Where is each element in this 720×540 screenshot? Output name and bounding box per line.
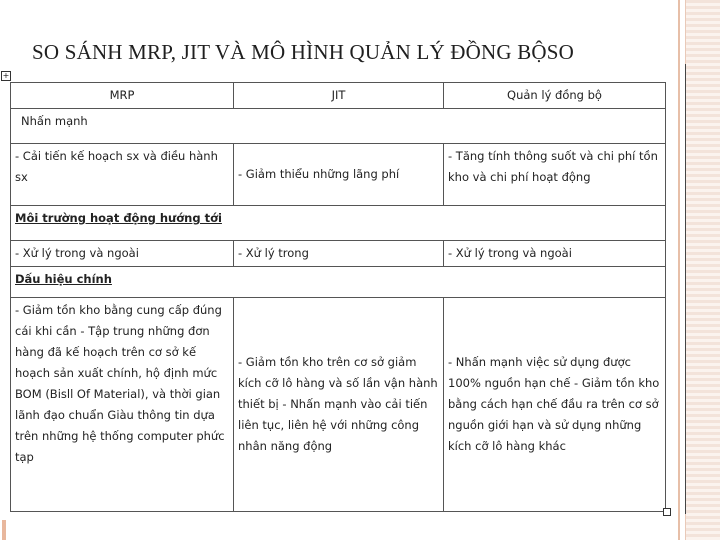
cell-jit-signs: - Giảm tồn kho trên cơ sở giảm kích cỡ lô hàng và số lần vận hành thiết bị - Nhấn mạnh vào cải tiến liên tục, liên hệ với những công nhân năng động	[234, 298, 444, 512]
cell-mrp-environment: - Xử lý trong và ngoài	[11, 241, 234, 267]
section-label-signs: Dấu hiệu chính	[11, 267, 666, 298]
table-row	[11, 241, 666, 267]
header-jit: JIT	[234, 83, 444, 109]
decorative-left-bar	[2, 520, 6, 540]
section-row-environment	[11, 206, 666, 241]
cell-mrp-emphasis: - Cải tiến kế hoạch sx và điều hành sx	[11, 144, 234, 206]
table-header-row	[11, 83, 666, 109]
section-row-emphasis	[11, 109, 666, 144]
cell-sync-environment: - Xử lý trong và ngoài	[444, 241, 666, 267]
comparison-table	[10, 82, 666, 512]
cell-jit-emphasis: - Giảm thiểu những lãng phí	[234, 144, 444, 206]
cell-jit-environment: - Xử lý trong	[234, 241, 444, 267]
table-move-handle-icon[interactable]: +	[2, 71, 10, 80]
header-mrp: MRP	[11, 83, 234, 109]
table-row	[11, 298, 666, 512]
header-synchronous: Quản lý đồng bộ	[444, 83, 666, 109]
slide-divider-line	[685, 64, 686, 514]
section-label-environment: Môi trường hoạt động hướng tới	[11, 206, 666, 241]
cell-sync-signs: - Nhấn mạnh việc sử dụng được 100% nguồn hạn chế - Giảm tồn kho bằng cách hạn chế đầu ra trên cơ sở nguồn giới hạn và sử dụng những kích cỡ lô hàng khác	[444, 298, 666, 512]
decorative-right-line	[678, 0, 680, 540]
cell-sync-emphasis: - Tăng tính thông suốt và chi phí tồn kho và chi phí hoạt động	[444, 144, 666, 206]
decorative-right-stripe	[685, 0, 720, 540]
section-row-signs	[11, 267, 666, 298]
table-resize-handle-icon[interactable]	[663, 508, 671, 516]
cell-mrp-signs: - Giảm tồn kho bằng cung cấp đúng cái khi cần - Tập trung những đơn hàng đã kế hoạch trên cơ sở kế hoạch sản xuất chính, hộ định mức BOM (Bisll Of Material), và thời gian lãnh đạo chuẩn Giàu thông tin dựa trên những hệ thống computer phức tạp	[11, 298, 234, 512]
slide-title: SO SÁNH MRP, JIT VÀ MÔ HÌNH QUẢN LÝ ĐỒNG BỘSO	[32, 40, 575, 64]
table-row	[11, 144, 666, 206]
section-label-emphasis: Nhấn mạnh	[21, 114, 88, 128]
